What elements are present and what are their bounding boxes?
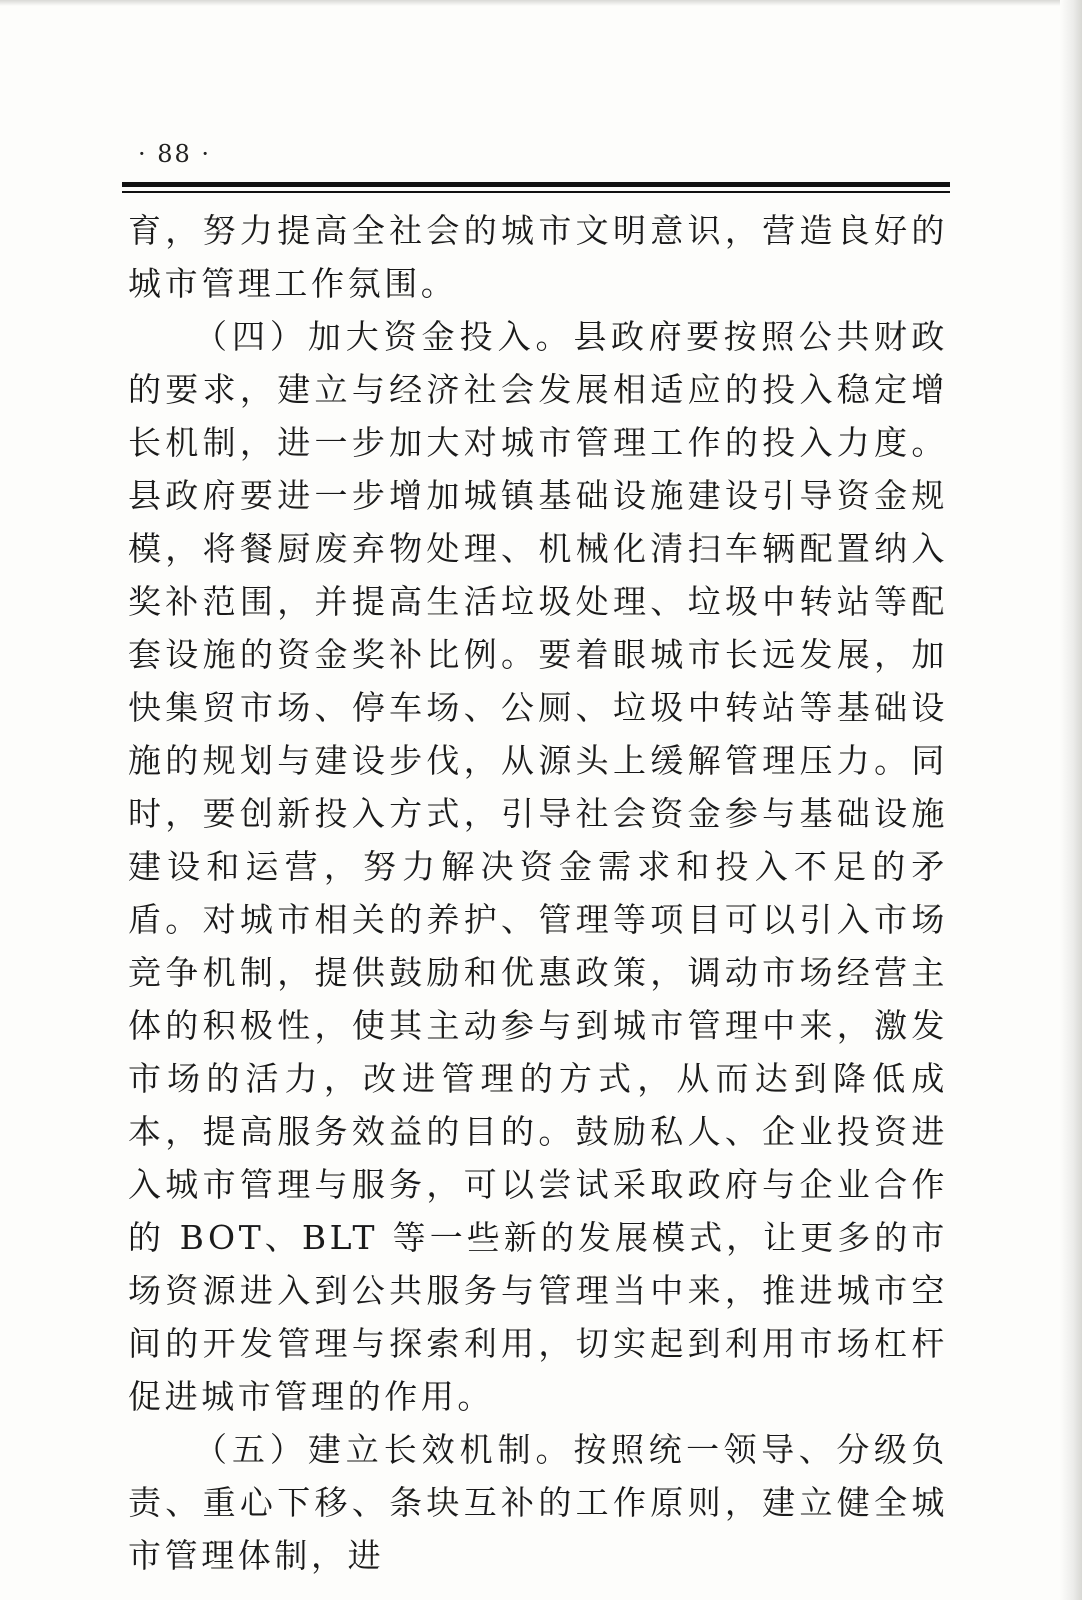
body-text [128, 204, 948, 1582]
section-heading-five: （五）建立长效机制。 [194, 1430, 574, 1469]
paragraph-text: 按照统一领导、分级负责、重心下移、条块互补的工作原则，建立健全城市管理体制，进 [128, 1430, 949, 1575]
paragraph-text: 县政府要按照公共财政的要求，建立与经济社会发展相适应的投入稳定增长机制，进一步加大对城市管理工作的投入力度。县政府要进一步增加城镇基础设施建设引导资金规模，将餐厨废弃物处理、机械化清扫车辆配置纳入奖补范围，并提高生活垃圾处理、垃圾中转站等配套设施的资金奖补比例。要着眼城市长远发展，加快集贸市场、停车场、公厕、垃圾中转站等基础设施的规划与建设步伐，从源头上缓解管理压力。同时，要创新投入方式，引导社会资金参与基础设施建设和运营，努力解决资金需求和投入不足的矛盾。对城市相关的养护、管理等项目可以引入市场竞争机制，提供鼓励和优惠政策，调动市场经营主体的积极性，使其主动参与到城市管理中来，激发市场的活力，改进管理的方式，从而达到降低成本，提高服务效益的目的。鼓励私人、企业投资进入城市管理与服务，可以尝试采取政府与企业合作的 BOT、BLT 等一些新的发展模式，让更多的市场资源进入到公共服务与管理当中来，推进城市空间的开发管理与探索利用，切实起到利用市场杠杆促进城市管理的作用。 [128, 317, 949, 1416]
header-rule-thick [122, 182, 950, 187]
section-heading-four: （四）加大资金投入。 [194, 317, 574, 356]
scan-edge-top [0, 0, 1082, 6]
page-number: · 88 · [138, 140, 212, 168]
header-rule-thin [122, 191, 950, 193]
paragraph-text: 育，努力提高全社会的城市文明意识，营造良好的城市管理工作氛围。 [128, 211, 948, 303]
paragraph-section-five [128, 1423, 948, 1582]
paragraph-continuation [128, 204, 948, 310]
scan-edge-right [1060, 0, 1082, 1600]
paragraph-section-four [128, 310, 948, 1423]
